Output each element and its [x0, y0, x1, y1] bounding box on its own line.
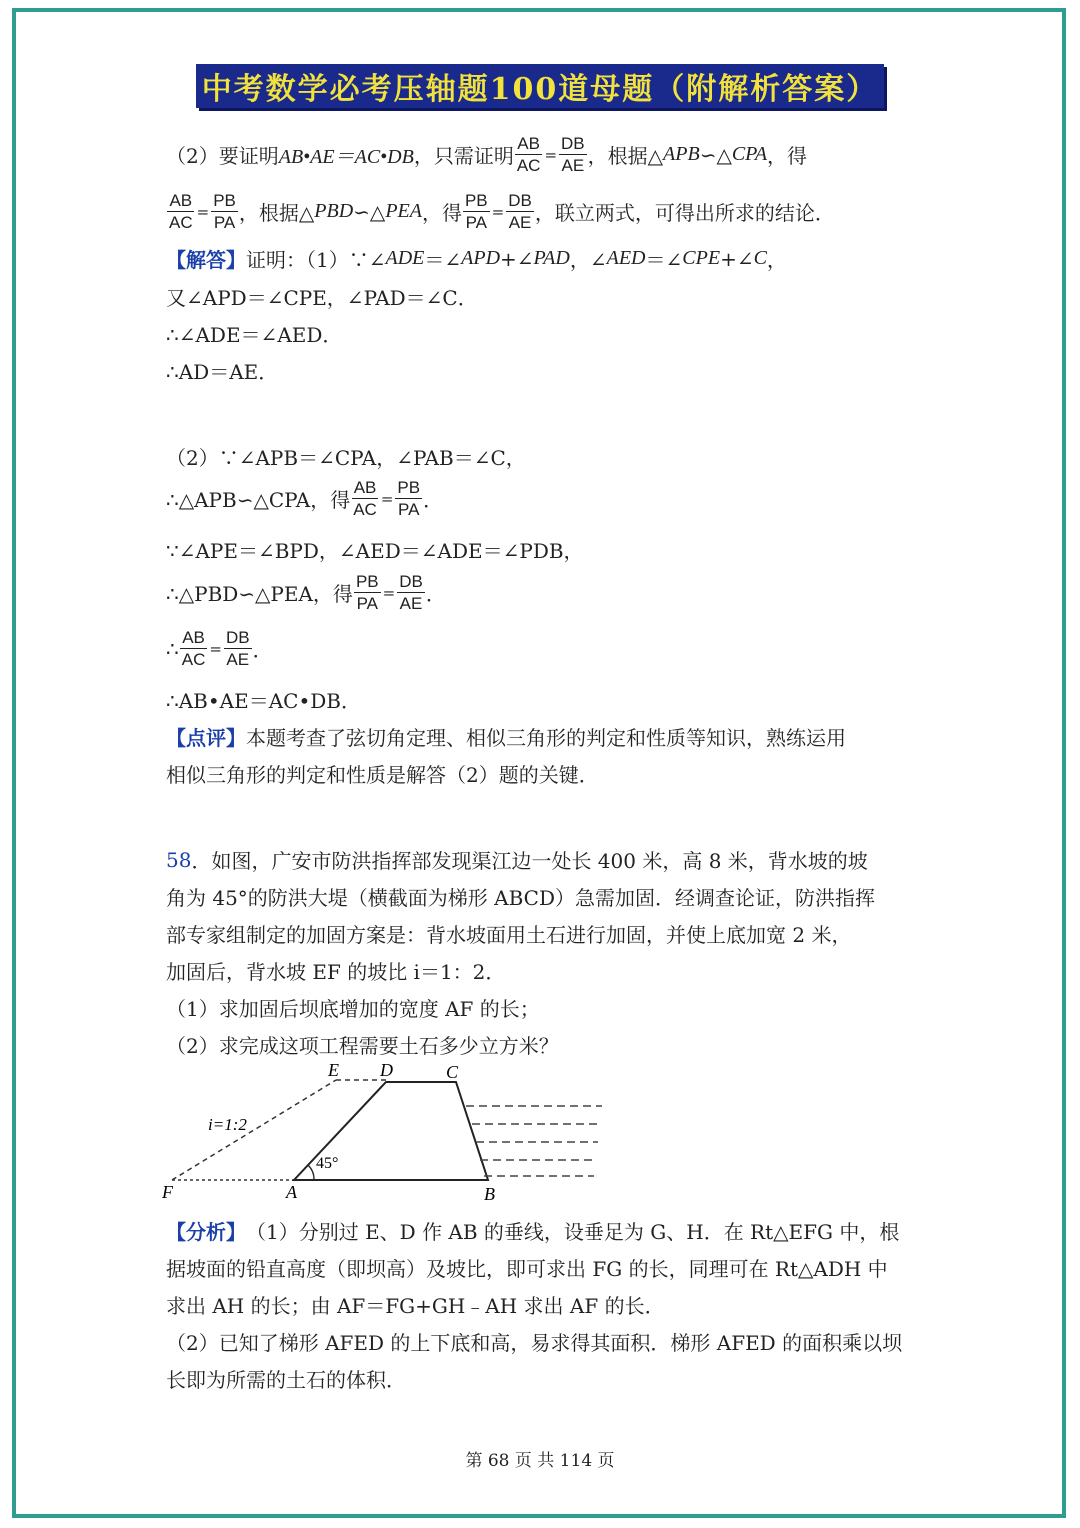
solution-line-2: 又∠APD＝∠CPE，∠PAD＝∠C．	[166, 286, 478, 310]
comment-tag: 【点评】	[166, 726, 246, 750]
fraction-db-ae: $\frac{DB}{AE}$	[225, 628, 250, 669]
solution-line-10: ∴AB•AE＝AC•DB．	[166, 689, 361, 713]
analysis-line-a5: 长即为所需的土石的体积．	[166, 1368, 406, 1392]
solution-line-9: ∴ $\frac{AB}{AC}$ = $\frac{DB}{AE}$ ．	[166, 628, 273, 669]
problem-question-1: （1）求加固后坝底增加的宽度 AF 的长；	[166, 997, 540, 1021]
label-c: C	[446, 1062, 459, 1082]
solution-line-3: ∴∠ADE＝∠AED．	[166, 323, 343, 347]
analysis-line-a3: 求出 AH 的长；由 AF＝FG+GH﹣AH 求出 AF 的长．	[166, 1294, 665, 1318]
solution-line-5: （2）∵∠APB＝∠CPA，∠PAB＝∠C，	[166, 446, 526, 470]
problem-number: 58	[166, 847, 192, 872]
analysis-line-2: $\frac{AB}{AC}$ = $\frac{PB}{PA}$ ，根据△ PBD ∽△ PEA ，得 $\frac{PB}{PA}$ = $\frac{DB}{AE}$ ，联立两式，可得出所求的结论．	[169, 191, 835, 232]
fraction-ab-ac: $\frac{AB}{AC}$	[353, 478, 377, 519]
slope-ef-dashed	[172, 1080, 339, 1180]
fraction-ab-ac: $\frac{AB}{AC}$	[181, 628, 206, 669]
solution-line-6: ∴△APB∽△CPA，得 $\frac{AB}{AC}$ = $\frac{PB}{PA}$ ．	[166, 478, 444, 519]
analysis-line-a4: （2）已知了梯形 AFED 的上下底和高，易求得其面积．梯形 AFED 的面积乘以坝	[166, 1331, 903, 1355]
analysis-line-a2: 据坡面的铅直高度（即坝高）及坡比，即可求出 FG 的长，同理可在 Rt△ADH 中	[166, 1257, 888, 1281]
fraction-ab-ac: $\frac{AB}{AC}$	[516, 134, 541, 175]
label-a: A	[286, 1182, 297, 1202]
fraction-db-ae: $\frac{DB}{AE}$	[561, 134, 585, 175]
label-f: F	[162, 1182, 173, 1202]
problem-line-1: 58 ．如图，广安市防洪指挥部发现渠江边一处长 400 米，高 8 米，背水坡的坡	[166, 847, 868, 873]
page-banner-title: 中考数学必考压轴题100道母题（附解析答案）	[196, 64, 884, 108]
fraction-pb-pa: $\frac{PB}{PA}$	[397, 478, 421, 519]
fraction-pb-pa: $\frac{PB}{PA}$	[355, 572, 379, 613]
label-b: B	[484, 1184, 495, 1204]
solution-line-1: 【解答】 证明：（1）∵∠ ADE ＝∠ APD +∠ PAD ，∠ AED ＝∠ CPE +∠ C ，	[166, 244, 787, 273]
solution-line-4: ∴AD＝AE．	[166, 360, 279, 384]
angle-arc	[308, 1165, 314, 1180]
label-d: D	[380, 1060, 393, 1080]
fraction-ab-ac: $\frac{AB}{AC}$	[169, 191, 193, 232]
solution-tag: 【解答】	[166, 248, 246, 272]
fraction-pb-pa: $\frac{PB}{PA}$	[213, 191, 236, 232]
comment-line-2: 相似三角形的判定和性质是解答（2）题的关键．	[166, 763, 599, 787]
problem-line-2: 角为 45°的防洪大堤（横截面为梯形 ABCD）急需加固．经调查论证，防洪指挥	[166, 886, 876, 910]
analysis-tag: 【分析】	[166, 1220, 246, 1244]
solution-line-7: ∵∠APE＝∠BPD，∠AED＝∠ADE＝∠PDB，	[166, 539, 584, 563]
problem-line-4: 加固后，背水坡 EF 的坡比 i＝1：2．	[166, 960, 506, 984]
solution-line-8: ∴△PBD∽△PEA，得 $\frac{PB}{PA}$ = $\frac{DB}{AE}$ ．	[166, 572, 446, 613]
analysis-line-a1: 【分析】 （1）分别过 E、D 作 AB 的垂线，设垂足为 G、H．在 Rt△EFG 中，根	[166, 1216, 899, 1245]
fraction-pb-pa: $\frac{PB}{PA}$	[464, 191, 488, 232]
problem-question-2: （2）求完成这项工程需要土石多少立方米？	[166, 1034, 559, 1058]
fraction-db-ae: $\frac{DB}{AE}$	[399, 572, 423, 613]
fraction-db-ae: $\frac{DB}{AE}$	[508, 191, 532, 232]
comment-line-1: 【点评】 本题考查了弦切角定理、相似三角形的判定和性质等知识，熟练运用	[166, 722, 846, 751]
page-footer: 第 68 页 共 114 页	[465, 1451, 615, 1471]
problem-line-3: 部专家组制定的加固方案是：背水坡面用土石进行加固，并使上底加宽 2 米，	[166, 923, 852, 947]
angle-label: 45°	[316, 1155, 339, 1172]
slope-ratio-label: i=1:2	[208, 1115, 247, 1134]
analysis-line-1: （2）要证明 AB•AE＝AC•DB ，只需证明 $\frac{AB}{AC}$ = $\frac{DB}{AE}$ ，根据△ APB ∽△ CPA ，得	[166, 134, 808, 175]
label-e: E	[328, 1060, 339, 1080]
dam-figure	[160, 1058, 610, 1208]
